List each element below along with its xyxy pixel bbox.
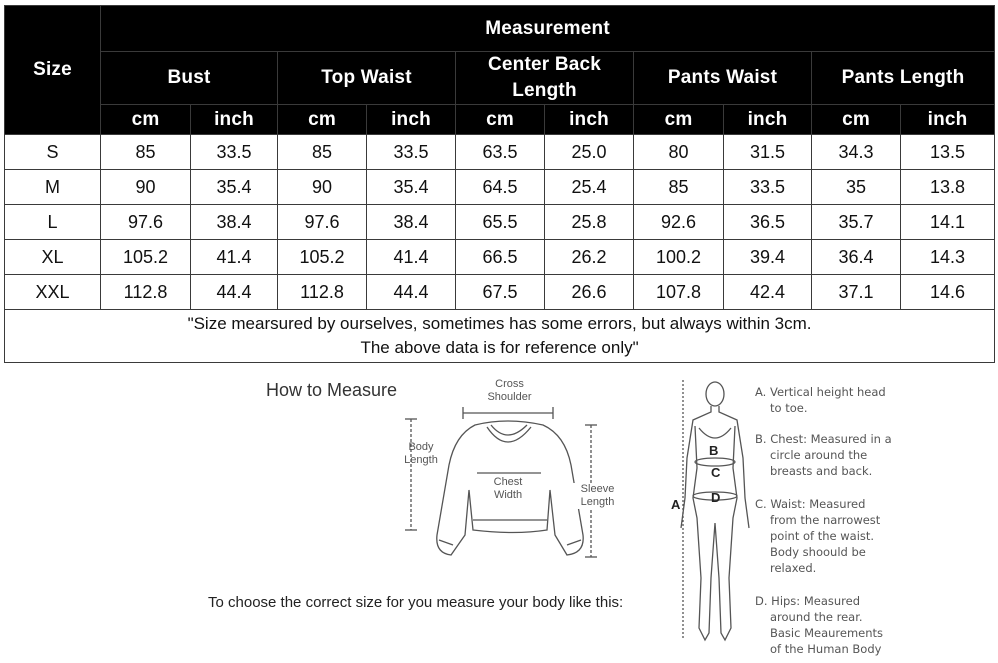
unit-header: cm [278, 105, 367, 135]
unit-header: cm [101, 105, 191, 135]
table-cell: 25.0 [545, 135, 634, 170]
table-cell: 25.8 [545, 205, 634, 240]
table-row [5, 170, 995, 205]
unit-header: cm [456, 105, 545, 135]
table-cell: 35.7 [812, 205, 901, 240]
table-cell: 25.4 [545, 170, 634, 205]
unit-header: inch [191, 105, 278, 135]
table-cell: 33.5 [724, 170, 812, 205]
size-cell: M [5, 170, 101, 205]
table-cell: 35 [812, 170, 901, 205]
measure-instruction: To choose the correct size for you measure your body like this: [208, 594, 624, 611]
table-cell: 33.5 [191, 135, 278, 170]
body-length-label: Body Length [404, 441, 438, 466]
size-cell: XXL [5, 275, 101, 310]
legend-a: A. Vertical height head to toe. [755, 385, 886, 415]
size-cell: XL [5, 240, 101, 275]
table-cell: 13.8 [901, 170, 995, 205]
table-cell: 100.2 [634, 240, 724, 275]
table-cell: 38.4 [191, 205, 278, 240]
legend-c: C. Waist: Measured from the narrowest point of the waist. Body shoould be relaxed. [755, 497, 881, 575]
sleeve-length-label: Sleeve Length [570, 483, 625, 509]
table-cell: 85 [278, 135, 367, 170]
group-header: Top Waist [278, 52, 456, 105]
body-letter-c: C [711, 465, 721, 480]
unit-header: inch [545, 105, 634, 135]
table-cell: 64.5 [456, 170, 545, 205]
group-header: Pants Waist [634, 52, 812, 105]
table-note [5, 310, 995, 363]
table-row [5, 275, 995, 310]
table-cell: 63.5 [456, 135, 545, 170]
size-header: Size [5, 6, 101, 135]
table-cell: 65.5 [456, 205, 545, 240]
table-cell: 35.4 [367, 170, 456, 205]
table-cell: 107.8 [634, 275, 724, 310]
table-cell: 85 [101, 135, 191, 170]
unit-header: inch [901, 105, 995, 135]
table-cell: 33.5 [367, 135, 456, 170]
group-header: Center Back Length [456, 52, 634, 105]
table-cell: 39.4 [724, 240, 812, 275]
table-cell: 26.2 [545, 240, 634, 275]
body-letter-d: D [711, 490, 721, 505]
table-cell: 44.4 [367, 275, 456, 310]
unit-header: cm [634, 105, 724, 135]
table-cell: 41.4 [367, 240, 456, 275]
table-cell: 67.5 [456, 275, 545, 310]
table-cell: 105.2 [101, 240, 191, 275]
table-cell: 37.1 [812, 275, 901, 310]
table-cell: 38.4 [367, 205, 456, 240]
legend-d: D. Hips: Measured around the rear. Basic Meaurements of the Human Body [755, 594, 884, 656]
table-cell: 112.8 [101, 275, 191, 310]
table-cell: 26.6 [545, 275, 634, 310]
table-cell: 105.2 [278, 240, 367, 275]
size-cell: S [5, 135, 101, 170]
table-row [5, 240, 995, 275]
table-cell: 44.4 [191, 275, 278, 310]
table-cell: 92.6 [634, 205, 724, 240]
unit-header: cm [812, 105, 901, 135]
note-line-2: The above data is for reference only" [360, 338, 639, 357]
unit-header: inch [724, 105, 812, 135]
table-cell: 90 [278, 170, 367, 205]
table-cell: 35.4 [191, 170, 278, 205]
cross-shoulder-label: Cross Shoulder [487, 378, 532, 403]
measurement-header: Measurement [101, 6, 995, 52]
table-cell: 80 [634, 135, 724, 170]
table-cell: 13.5 [901, 135, 995, 170]
table-cell: 66.5 [456, 240, 545, 275]
table-cell: 14.1 [901, 205, 995, 240]
group-header-row [5, 52, 995, 105]
table-cell: 14.3 [901, 240, 995, 275]
size-cell: L [5, 205, 101, 240]
table-cell: 31.5 [724, 135, 812, 170]
unit-header-row [5, 105, 995, 135]
size-chart-table [4, 5, 995, 363]
table-cell: 85 [634, 170, 724, 205]
body-letter-b: B [709, 443, 719, 458]
human-body-diagram [675, 378, 755, 648]
table-cell: 34.3 [812, 135, 901, 170]
chest-width-label: Chest Width [483, 476, 533, 502]
group-header: Bust [101, 52, 278, 105]
legend-b: B. Chest: Measured in a circle around the breasts and back. [755, 432, 892, 478]
table-row [5, 135, 995, 170]
table-cell: 36.5 [724, 205, 812, 240]
table-cell: 97.6 [101, 205, 191, 240]
how-to-measure-title: How to Measure [266, 380, 398, 400]
table-row [5, 205, 995, 240]
unit-header: inch [367, 105, 456, 135]
table-cell: 42.4 [724, 275, 812, 310]
table-cell: 36.4 [812, 240, 901, 275]
group-header: Pants Length [812, 52, 995, 105]
body-letter-a: A [671, 497, 681, 512]
table-body [5, 135, 995, 310]
table-cell: 14.6 [901, 275, 995, 310]
table-cell: 112.8 [278, 275, 367, 310]
table-cell: 90 [101, 170, 191, 205]
table-cell: 97.6 [278, 205, 367, 240]
note-line-1: "Size mearsured by ourselves, sometimes has some errors, but always within 3cm. [187, 314, 812, 333]
table-cell: 41.4 [191, 240, 278, 275]
